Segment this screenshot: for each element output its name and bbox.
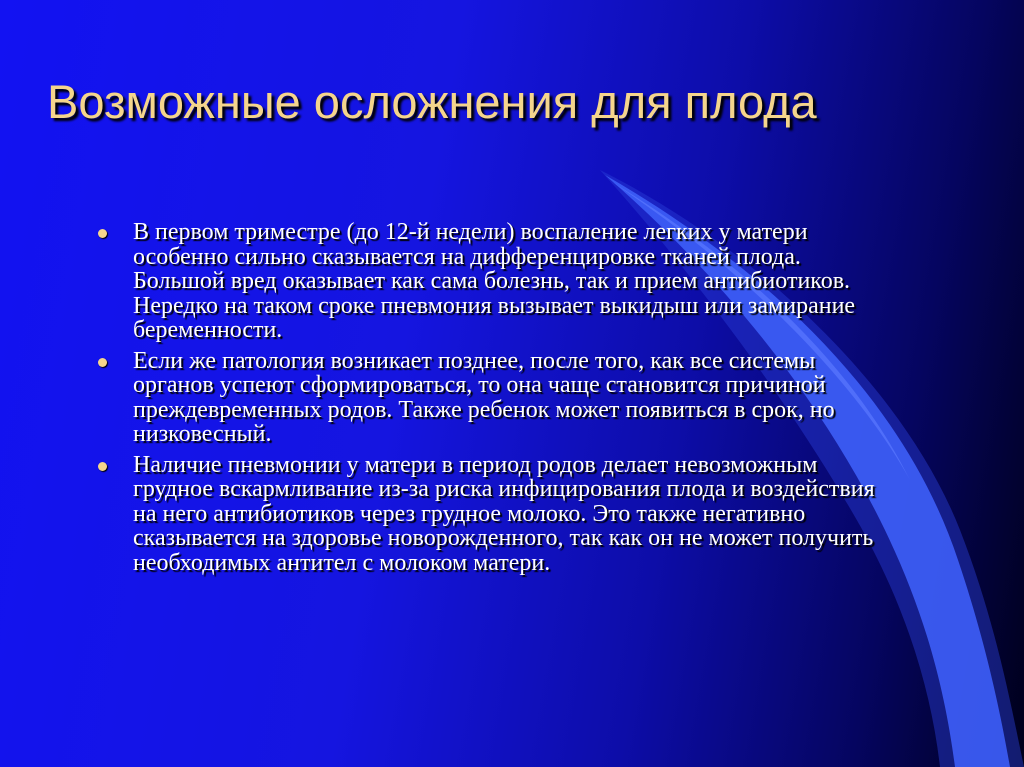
bullet-dot-icon (98, 358, 107, 367)
bullet-item-3 (96, 453, 886, 576)
bullet-dot-icon (98, 229, 107, 238)
slide-title: Возможные осложнения для плода (47, 75, 817, 128)
bullet-list (96, 220, 886, 581)
bullet-dot-icon (98, 462, 107, 471)
bullet-text-3: Наличие пневмонии у матери в период родов делает невозможным грудное вскармливание из-за риска инфицирования плода и воздействия на него антибиотиков через грудное молоко. Это также негативно сказывается на здоровье новорожденного, так как он не может получить необходимых антител с молоком матери. (133, 451, 875, 576)
bullet-item-2 (96, 349, 886, 447)
bullet-text-1: В первом триместре (до 12-й недели) воспаление легких у матери особенно сильно сказывается на дифференцировке тканей плода. Большой вред оказывает как сама болезнь, так и прием антибиотиков. Нередко на таком сроке пневмония вызывает выкидыш или замирание беременности. (133, 219, 856, 343)
bullet-text-2: Если же патология возникает позднее, после того, как все системы органов успеют сформироваться, то она чаще становится причиной преждевременных родов. Также ребенок может появиться в срок, но низковесный. (133, 347, 835, 447)
bullet-item-1 (96, 220, 886, 343)
